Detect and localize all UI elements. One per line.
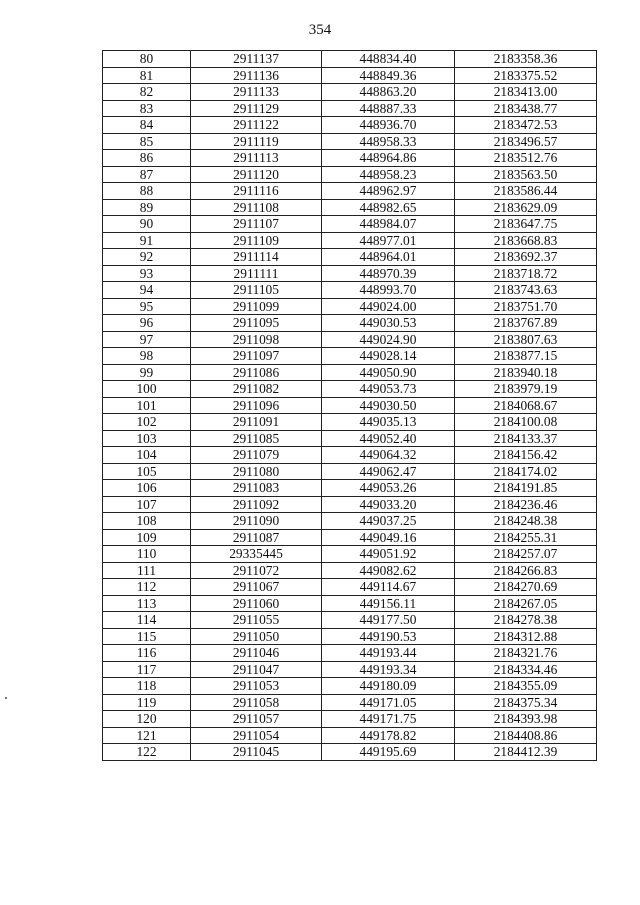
y-coordinate-cell: 2183512.76	[455, 150, 597, 167]
x-coordinate-cell: 449024.90	[322, 331, 455, 348]
y-coordinate-cell: 2183358.36	[455, 51, 597, 68]
point-number-cell: 114	[103, 612, 191, 629]
point-number-cell: 111	[103, 562, 191, 579]
y-coordinate-cell: 2183413.00	[455, 84, 597, 101]
point-number-cell: 119	[103, 694, 191, 711]
y-coordinate-cell: 2183877.15	[455, 348, 597, 365]
x-coordinate-cell: 449171.05	[322, 694, 455, 711]
cadastre-id-cell: 2911053	[191, 678, 322, 695]
x-coordinate-cell: 449156.11	[322, 595, 455, 612]
cadastre-id-cell: 2911095	[191, 315, 322, 332]
point-number-cell: 86	[103, 150, 191, 167]
table-row	[103, 612, 597, 629]
point-number-cell: 110	[103, 546, 191, 563]
y-coordinate-cell: 2184312.88	[455, 628, 597, 645]
y-coordinate-cell: 2183586.44	[455, 183, 597, 200]
x-coordinate-cell: 449030.50	[322, 397, 455, 414]
table-row	[103, 348, 597, 365]
x-coordinate-cell: 449082.62	[322, 562, 455, 579]
x-coordinate-cell: 448984.07	[322, 216, 455, 233]
point-number-cell: 99	[103, 364, 191, 381]
point-number-cell: 87	[103, 166, 191, 183]
y-coordinate-cell: 2184278.38	[455, 612, 597, 629]
cadastre-id-cell: 2911107	[191, 216, 322, 233]
table-row	[103, 216, 597, 233]
point-number-cell: 95	[103, 298, 191, 315]
x-coordinate-cell: 449114.67	[322, 579, 455, 596]
x-coordinate-cell: 449053.73	[322, 381, 455, 398]
x-coordinate-cell: 449178.82	[322, 727, 455, 744]
point-number-cell: 116	[103, 645, 191, 662]
cadastre-id-cell: 2911133	[191, 84, 322, 101]
table-row	[103, 727, 597, 744]
x-coordinate-cell: 449033.20	[322, 496, 455, 513]
cadastre-id-cell: 2911122	[191, 117, 322, 134]
y-coordinate-cell: 2183496.57	[455, 133, 597, 150]
point-number-cell: 97	[103, 331, 191, 348]
point-number-cell: 83	[103, 100, 191, 117]
x-coordinate-cell: 449024.00	[322, 298, 455, 315]
x-coordinate-cell: 448834.40	[322, 51, 455, 68]
x-coordinate-cell: 449049.16	[322, 529, 455, 546]
y-coordinate-cell: 2184100.08	[455, 414, 597, 431]
point-number-cell: 94	[103, 282, 191, 299]
y-coordinate-cell: 2184408.86	[455, 727, 597, 744]
x-coordinate-cell: 449195.69	[322, 744, 455, 761]
x-coordinate-cell: 449193.44	[322, 645, 455, 662]
x-coordinate-cell: 449064.32	[322, 447, 455, 464]
point-number-cell: 90	[103, 216, 191, 233]
point-number-cell: 106	[103, 480, 191, 497]
y-coordinate-cell: 2183767.89	[455, 315, 597, 332]
point-number-cell: 112	[103, 579, 191, 596]
x-coordinate-cell: 449177.50	[322, 612, 455, 629]
cadastre-id-cell: 2911086	[191, 364, 322, 381]
x-coordinate-cell: 449028.14	[322, 348, 455, 365]
cadastre-id-cell: 2911079	[191, 447, 322, 464]
y-coordinate-cell: 2184174.02	[455, 463, 597, 480]
table-row	[103, 562, 597, 579]
y-coordinate-cell: 2184393.98	[455, 711, 597, 728]
table-row	[103, 645, 597, 662]
table-row	[103, 694, 597, 711]
point-number-cell: 88	[103, 183, 191, 200]
y-coordinate-cell: 2183647.75	[455, 216, 597, 233]
table-row	[103, 579, 597, 596]
table-row	[103, 133, 597, 150]
y-coordinate-cell: 2183940.18	[455, 364, 597, 381]
point-number-cell: 115	[103, 628, 191, 645]
cadastre-id-cell: 2911083	[191, 480, 322, 497]
point-number-cell: 92	[103, 249, 191, 266]
x-coordinate-cell: 449052.40	[322, 430, 455, 447]
cadastre-id-cell: 2911067	[191, 579, 322, 596]
x-coordinate-cell: 448962.97	[322, 183, 455, 200]
y-coordinate-cell: 2183807.63	[455, 331, 597, 348]
x-coordinate-cell: 448993.70	[322, 282, 455, 299]
table-row	[103, 100, 597, 117]
coordinates-table	[102, 50, 597, 761]
table-row	[103, 331, 597, 348]
point-number-cell: 81	[103, 67, 191, 84]
point-number-cell: 80	[103, 51, 191, 68]
x-coordinate-cell: 449037.25	[322, 513, 455, 530]
x-coordinate-cell: 448977.01	[322, 232, 455, 249]
table-row	[103, 249, 597, 266]
table-row	[103, 117, 597, 134]
cadastre-id-cell: 2911097	[191, 348, 322, 365]
point-number-cell: 84	[103, 117, 191, 134]
cadastre-id-cell: 2911091	[191, 414, 322, 431]
table-row	[103, 51, 597, 68]
cadastre-id-cell: 2911092	[191, 496, 322, 513]
cadastre-id-cell: 2911046	[191, 645, 322, 662]
cadastre-id-cell: 2911054	[191, 727, 322, 744]
table-row	[103, 513, 597, 530]
point-number-cell: 102	[103, 414, 191, 431]
scan-speck	[5, 697, 7, 699]
point-number-cell: 93	[103, 265, 191, 282]
cadastre-id-cell: 2911129	[191, 100, 322, 117]
table-row	[103, 364, 597, 381]
y-coordinate-cell: 2183629.09	[455, 199, 597, 216]
x-coordinate-cell: 449050.90	[322, 364, 455, 381]
y-coordinate-cell: 2184334.46	[455, 661, 597, 678]
cadastre-id-cell: 2911111	[191, 265, 322, 282]
table-row	[103, 628, 597, 645]
x-coordinate-cell: 449053.26	[322, 480, 455, 497]
cadastre-id-cell: 2911116	[191, 183, 322, 200]
point-number-cell: 96	[103, 315, 191, 332]
x-coordinate-cell: 448982.65	[322, 199, 455, 216]
point-number-cell: 82	[103, 84, 191, 101]
point-number-cell: 89	[103, 199, 191, 216]
cadastre-id-cell: 2911045	[191, 744, 322, 761]
cadastre-id-cell: 29335445	[191, 546, 322, 563]
table-row	[103, 744, 597, 761]
x-coordinate-cell: 449051.92	[322, 546, 455, 563]
y-coordinate-cell: 2184133.37	[455, 430, 597, 447]
table-row	[103, 265, 597, 282]
table-row	[103, 397, 597, 414]
cadastre-id-cell: 2911136	[191, 67, 322, 84]
cadastre-id-cell: 2911087	[191, 529, 322, 546]
x-coordinate-cell: 448964.86	[322, 150, 455, 167]
point-number-cell: 98	[103, 348, 191, 365]
cadastre-id-cell: 2911082	[191, 381, 322, 398]
point-number-cell: 120	[103, 711, 191, 728]
x-coordinate-cell: 449030.53	[322, 315, 455, 332]
cadastre-id-cell: 2911099	[191, 298, 322, 315]
table-row	[103, 282, 597, 299]
point-number-cell: 104	[103, 447, 191, 464]
y-coordinate-cell: 2184236.46	[455, 496, 597, 513]
y-coordinate-cell: 2184321.76	[455, 645, 597, 662]
y-coordinate-cell: 2184068.67	[455, 397, 597, 414]
cadastre-id-cell: 2911080	[191, 463, 322, 480]
table-row	[103, 678, 597, 695]
y-coordinate-cell: 2184266.83	[455, 562, 597, 579]
cadastre-id-cell: 2911113	[191, 150, 322, 167]
y-coordinate-cell: 2183438.77	[455, 100, 597, 117]
y-coordinate-cell: 2184248.38	[455, 513, 597, 530]
x-coordinate-cell: 448958.23	[322, 166, 455, 183]
table-row	[103, 166, 597, 183]
cadastre-id-cell: 2911119	[191, 133, 322, 150]
point-number-cell: 117	[103, 661, 191, 678]
y-coordinate-cell: 2183375.52	[455, 67, 597, 84]
x-coordinate-cell: 448970.39	[322, 265, 455, 282]
cadastre-id-cell: 2911105	[191, 282, 322, 299]
x-coordinate-cell: 449193.34	[322, 661, 455, 678]
table-row	[103, 595, 597, 612]
table-row	[103, 84, 597, 101]
point-number-cell: 121	[103, 727, 191, 744]
cadastre-id-cell: 2911060	[191, 595, 322, 612]
x-coordinate-cell: 449171.75	[322, 711, 455, 728]
y-coordinate-cell: 2184156.42	[455, 447, 597, 464]
cadastre-id-cell: 2911050	[191, 628, 322, 645]
table-row	[103, 480, 597, 497]
y-coordinate-cell: 2183979.19	[455, 381, 597, 398]
cadastre-id-cell: 2911137	[191, 51, 322, 68]
point-number-cell: 109	[103, 529, 191, 546]
x-coordinate-cell: 448887.33	[322, 100, 455, 117]
x-coordinate-cell: 448958.33	[322, 133, 455, 150]
table-row	[103, 711, 597, 728]
coordinates-table-body	[103, 51, 597, 761]
table-row	[103, 315, 597, 332]
table-row	[103, 496, 597, 513]
table-row	[103, 430, 597, 447]
point-number-cell: 101	[103, 397, 191, 414]
x-coordinate-cell: 448863.20	[322, 84, 455, 101]
cadastre-id-cell: 2911108	[191, 199, 322, 216]
table-row	[103, 414, 597, 431]
point-number-cell: 122	[103, 744, 191, 761]
table-row	[103, 661, 597, 678]
cadastre-id-cell: 2911085	[191, 430, 322, 447]
x-coordinate-cell: 448964.01	[322, 249, 455, 266]
x-coordinate-cell: 448849.36	[322, 67, 455, 84]
x-coordinate-cell: 449035.13	[322, 414, 455, 431]
table-row	[103, 447, 597, 464]
cadastre-id-cell: 2911120	[191, 166, 322, 183]
y-coordinate-cell: 2183472.53	[455, 117, 597, 134]
cadastre-id-cell: 2911098	[191, 331, 322, 348]
x-coordinate-cell: 449180.09	[322, 678, 455, 695]
point-number-cell: 118	[103, 678, 191, 695]
table-row	[103, 150, 597, 167]
y-coordinate-cell: 2183743.63	[455, 282, 597, 299]
point-number-cell: 91	[103, 232, 191, 249]
point-number-cell: 103	[103, 430, 191, 447]
cadastre-id-cell: 2911058	[191, 694, 322, 711]
y-coordinate-cell: 2183718.72	[455, 265, 597, 282]
y-coordinate-cell: 2184255.31	[455, 529, 597, 546]
point-number-cell: 100	[103, 381, 191, 398]
cadastre-id-cell: 2911096	[191, 397, 322, 414]
y-coordinate-cell: 2184267.05	[455, 595, 597, 612]
y-coordinate-cell: 2183692.37	[455, 249, 597, 266]
y-coordinate-cell: 2184375.34	[455, 694, 597, 711]
y-coordinate-cell: 2184191.85	[455, 480, 597, 497]
cadastre-id-cell: 2911055	[191, 612, 322, 629]
cadastre-id-cell: 2911114	[191, 249, 322, 266]
point-number-cell: 113	[103, 595, 191, 612]
cadastre-id-cell: 2911047	[191, 661, 322, 678]
table-row	[103, 381, 597, 398]
y-coordinate-cell: 2184257.07	[455, 546, 597, 563]
y-coordinate-cell: 2184270.69	[455, 579, 597, 596]
table-row	[103, 298, 597, 315]
y-coordinate-cell: 2183751.70	[455, 298, 597, 315]
point-number-cell: 85	[103, 133, 191, 150]
table-row	[103, 546, 597, 563]
table-row	[103, 67, 597, 84]
table-row	[103, 199, 597, 216]
y-coordinate-cell: 2183563.50	[455, 166, 597, 183]
y-coordinate-cell: 2184355.09	[455, 678, 597, 695]
cadastre-id-cell: 2911109	[191, 232, 322, 249]
cadastre-id-cell: 2911072	[191, 562, 322, 579]
cadastre-id-cell: 2911057	[191, 711, 322, 728]
y-coordinate-cell: 2184412.39	[455, 744, 597, 761]
y-coordinate-cell: 2183668.83	[455, 232, 597, 249]
table-row	[103, 183, 597, 200]
page-number: 354	[308, 22, 332, 38]
x-coordinate-cell: 449062.47	[322, 463, 455, 480]
cadastre-id-cell: 2911090	[191, 513, 322, 530]
point-number-cell: 107	[103, 496, 191, 513]
x-coordinate-cell: 449190.53	[322, 628, 455, 645]
table-row	[103, 232, 597, 249]
table-row	[103, 463, 597, 480]
point-number-cell: 108	[103, 513, 191, 530]
table-row	[103, 529, 597, 546]
point-number-cell: 105	[103, 463, 191, 480]
x-coordinate-cell: 448936.70	[322, 117, 455, 134]
